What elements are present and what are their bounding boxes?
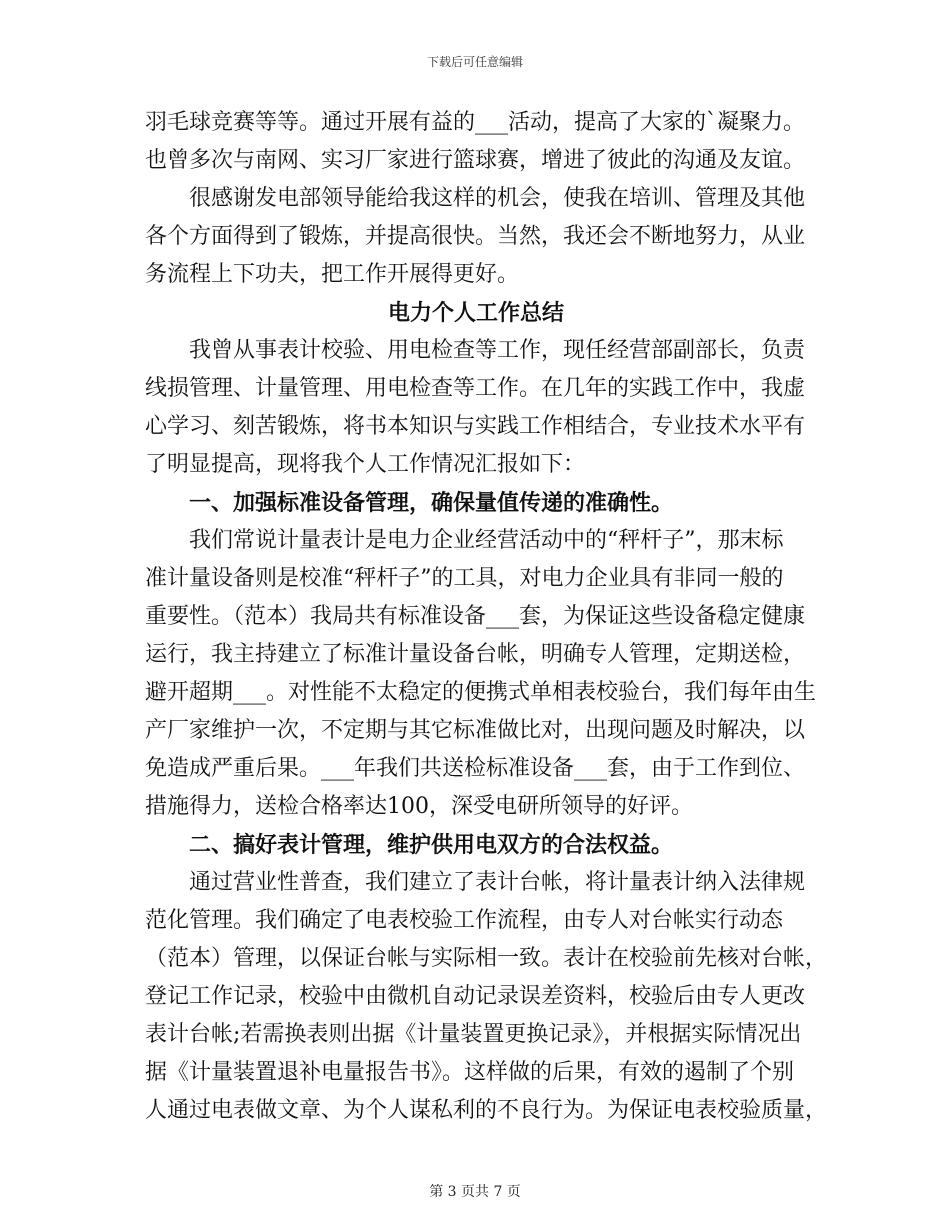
page-footer: 第 3 页共 7 页 bbox=[429, 1184, 521, 1200]
paragraph-line: 运行，我主持建立了标准计量设备台帐，明确专人管理，定期送检， bbox=[145, 642, 806, 667]
paragraph-line: （范本）管理，以保证台帐与实际相一致。表计在校验前先核对台帐， bbox=[145, 946, 828, 971]
paragraph-line: 羽毛球竞赛等等。通过开展有益的___活动，提高了大家的`凝聚力。 bbox=[145, 110, 806, 135]
paragraph-line: 心学习、刻苦锻炼，将书本知识与实践工作相结合，专业技术水平有 bbox=[145, 414, 806, 439]
paragraph-line: 范化管理。我们确定了电表校验工作流程，由专人对台帐实行动态 bbox=[145, 908, 784, 933]
document-body bbox=[145, 104, 828, 1130]
paragraph-line: 了明显提高，现将我个人工作情况汇报如下： bbox=[145, 452, 586, 477]
paragraph-line: 各个方面得到了锻炼，并提高很快。当然，我还会不断地努力，从业 bbox=[145, 224, 806, 249]
paragraph-line: 表计台帐;若需换表则出据《计量装置更换记录》，并根据实际情况出 bbox=[145, 1022, 802, 1047]
page-header: 下载后可任意编辑 bbox=[426, 55, 523, 69]
paragraph-line: 免造成严重后果。___年我们共送检标准设备___套，由于工作到位、 bbox=[145, 756, 806, 781]
section-heading: 二、搞好表计管理，维护供用电双方的合法权益。 bbox=[189, 832, 674, 858]
paragraph-line: 务流程上下功夫，把工作开展得更好。 bbox=[145, 262, 520, 287]
paragraph-line: 准计量设备则是校准“秤杆子”的工具，对电力企业具有非同一般的 bbox=[145, 566, 784, 591]
paragraph-line: 我们常说计量表计是电力企业经营活动中的“秤杆子”，那末标 bbox=[189, 528, 784, 553]
paragraph-line: 产厂家维护一次，不定期与其它标准做比对，出现问题及时解决，以 bbox=[145, 718, 806, 743]
paragraph-line: 措施得力，送检合格率达100，深受电研所领导的好评。 bbox=[145, 794, 693, 819]
paragraph-line: 避开超期___。对性能不太稳定的便携式单相表校验台，我们每年由生 bbox=[145, 680, 817, 705]
paragraph-line: 也曾多次与南网、实习厂家进行篮球赛，增进了彼此的沟通及友谊。 bbox=[145, 148, 806, 173]
paragraph-line: 登记工作记录，校验中由微机自动记录误差资料，校验后由专人更改 bbox=[145, 984, 806, 1009]
paragraph-line: 通过营业性普查，我们建立了表计台帐，将计量表计纳入法律规 bbox=[189, 870, 806, 895]
paragraph-line: 很感谢发电部领导能给我这样的机会，使我在培训、管理及其他 bbox=[189, 186, 806, 211]
paragraph-line: 我曾从事表计校验、用电检查等工作，现任经营部副部长，负责 bbox=[189, 338, 806, 363]
paragraph-line: 人通过电表做文章、为个人谋私利的不良行为。为保证电表校验质量， bbox=[145, 1098, 828, 1123]
paragraph-line: 线损管理、计量管理、用电检查等工作。在几年的实践工作中，我虚 bbox=[145, 376, 806, 401]
paragraph-line: 据《计量装置退补电量报告书》。这样做的后果，有效的遏制了个别 bbox=[145, 1060, 795, 1085]
section-title: 电力个人工作总结 bbox=[387, 300, 564, 326]
paragraph-line: 重要性。（范本）我局共有标准设备___套，为保证这些设备稳定健康 bbox=[145, 604, 806, 629]
section-heading: 一、加强标准设备管理，确保量值传递的准确性。 bbox=[189, 490, 674, 516]
